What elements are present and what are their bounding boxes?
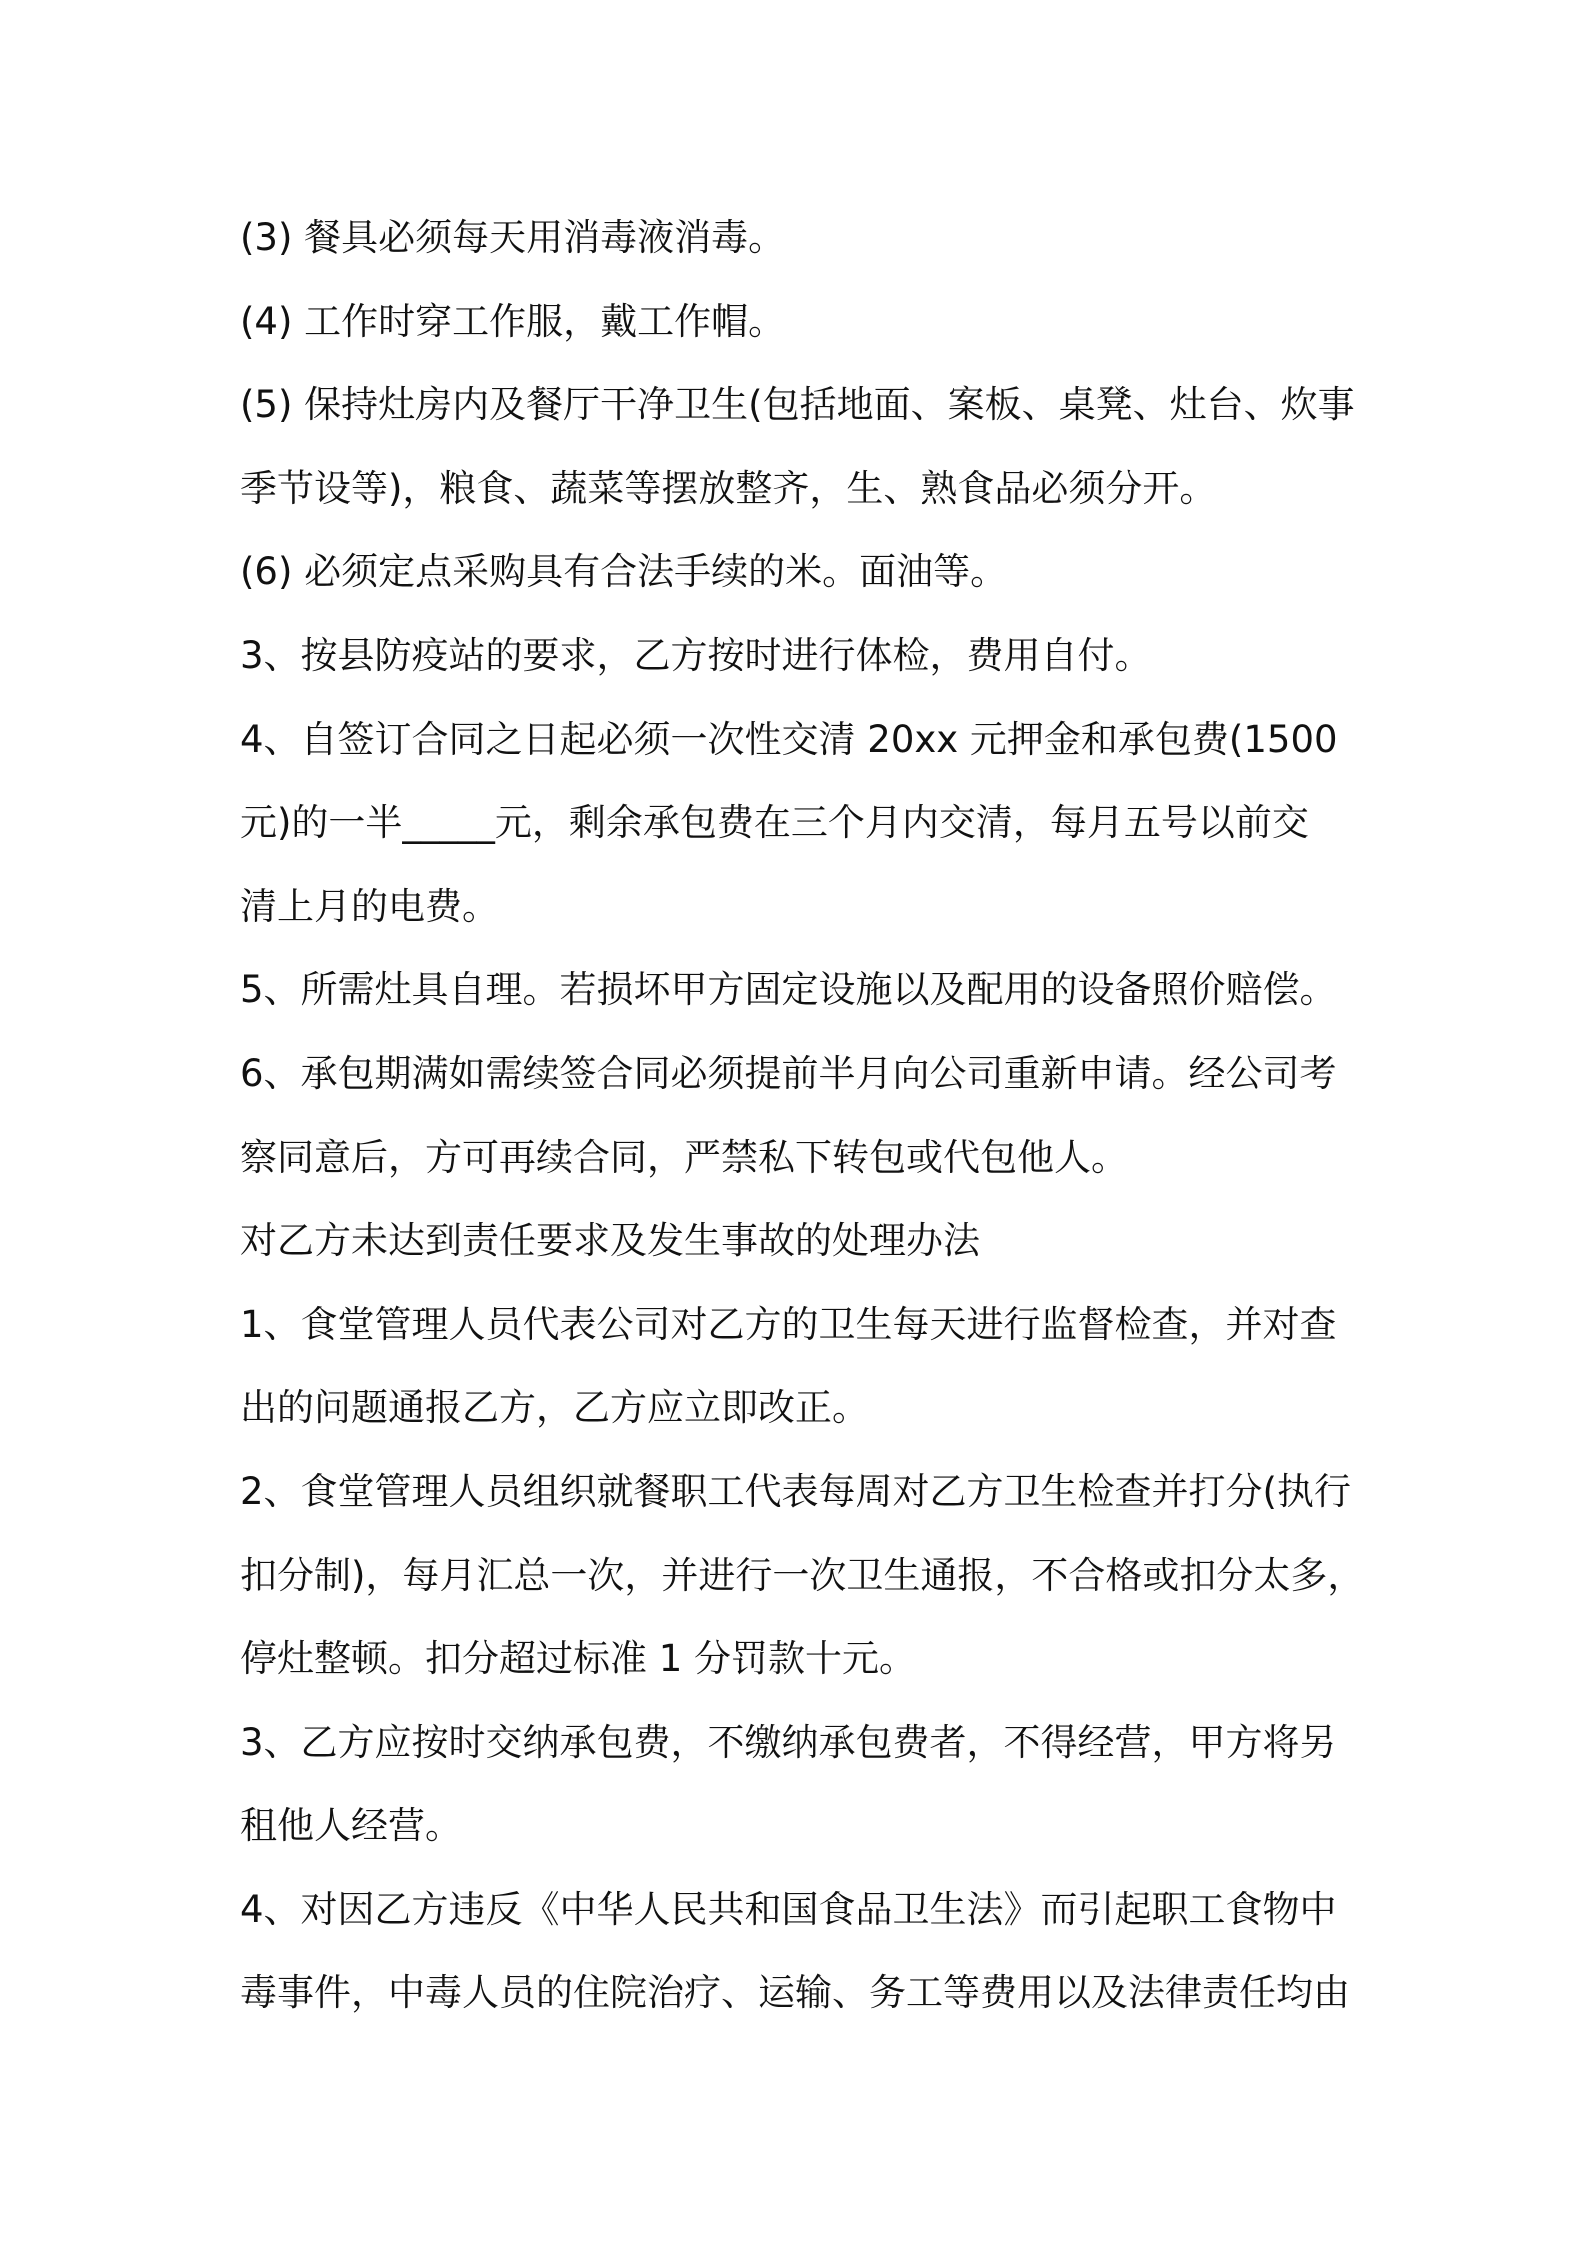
text-line: 1、食堂管理人员代表公司对乙方的卫生每天进行监督检查，并对查 bbox=[240, 1302, 1337, 1346]
text-line: (5) 保持灶房内及餐厅干净卫生(包括地面、案板、桌凳、灶台、炊事 bbox=[240, 383, 1355, 427]
item-4-deposit bbox=[240, 698, 1370, 949]
text-line: (4) 工作时穿工作服，戴工作帽。 bbox=[240, 299, 786, 343]
text-line: 4、自签订合同之日起必须一次性交清 20xx 元押金和承包费(1500 bbox=[240, 717, 1338, 761]
text-line: (6) 必须定点采购具有合法手续的米。面油等。 bbox=[240, 550, 1008, 594]
item-6-renewal bbox=[240, 1032, 1370, 1199]
text-line: (3) 餐具必须每天用消毒液消毒。 bbox=[240, 216, 786, 259]
text-line: 5、所需灶具自理。若损坏甲方固定设施以及配用的设备照价赔偿。 bbox=[240, 968, 1337, 1012]
text-line: 扣分制)，每月汇总一次，并进行一次卫生通报，不合格或扣分太多， bbox=[240, 1553, 1365, 1597]
text-line: 元)的一半_____元，剩余承包费在三个月内交清，每月五号以前交 bbox=[240, 801, 1309, 845]
text-line: 3、乙方应按时交纳承包费，不缴纳承包费者，不得经营，甲方将另 bbox=[240, 1720, 1337, 1764]
penalty-item-3 bbox=[240, 1701, 1370, 1868]
text-line: 3、按县防疫站的要求，乙方按时进行体检，费用自付。 bbox=[240, 633, 1152, 677]
text-line: 停灶整顿。扣分超过标准 1 分罚款十元。 bbox=[240, 1637, 917, 1681]
section-heading bbox=[240, 1199, 1370, 1283]
text-line: 租他人经营。 bbox=[240, 1804, 462, 1848]
text-line: 察同意后，方可再续合同，严禁私下转包或代包他人。 bbox=[240, 1135, 1128, 1179]
text-line: 季节设等)，粮食、蔬菜等摆放整齐，生、熟食品必须分开。 bbox=[240, 466, 1217, 510]
text-line: 毒事件，中毒人员的住院治疗、运输、务工等费用以及法律责任均由 bbox=[240, 1971, 1350, 2015]
item-3-health-check bbox=[240, 614, 1370, 698]
clause-5-hygiene bbox=[240, 363, 1370, 530]
clause-4-uniform bbox=[240, 280, 1370, 364]
item-5-equipment bbox=[240, 948, 1370, 1032]
penalty-item-4 bbox=[240, 1868, 1370, 2035]
text-line: 清上月的电费。 bbox=[240, 884, 499, 928]
penalty-item-1 bbox=[240, 1283, 1370, 1450]
text-line: 对乙方未达到责任要求及发生事故的处理办法 bbox=[240, 1219, 980, 1263]
document-body bbox=[240, 196, 1370, 2035]
text-line: 出的问题通报乙方，乙方应立即改正。 bbox=[240, 1386, 869, 1430]
penalty-item-2 bbox=[240, 1450, 1370, 1701]
text-line: 4、对因乙方违反《中华人民共和国食品卫生法》而引起职工食物中 bbox=[240, 1887, 1337, 1931]
text-line: 2、食堂管理人员组织就餐职工代表每周对乙方卫生检查并打分(执行 bbox=[240, 1469, 1351, 1513]
text-line: 6、承包期满如需续签合同必须提前半月向公司重新申请。经公司考 bbox=[240, 1051, 1337, 1095]
clause-3-tableware bbox=[240, 196, 1370, 280]
clause-6-procurement bbox=[240, 530, 1370, 614]
